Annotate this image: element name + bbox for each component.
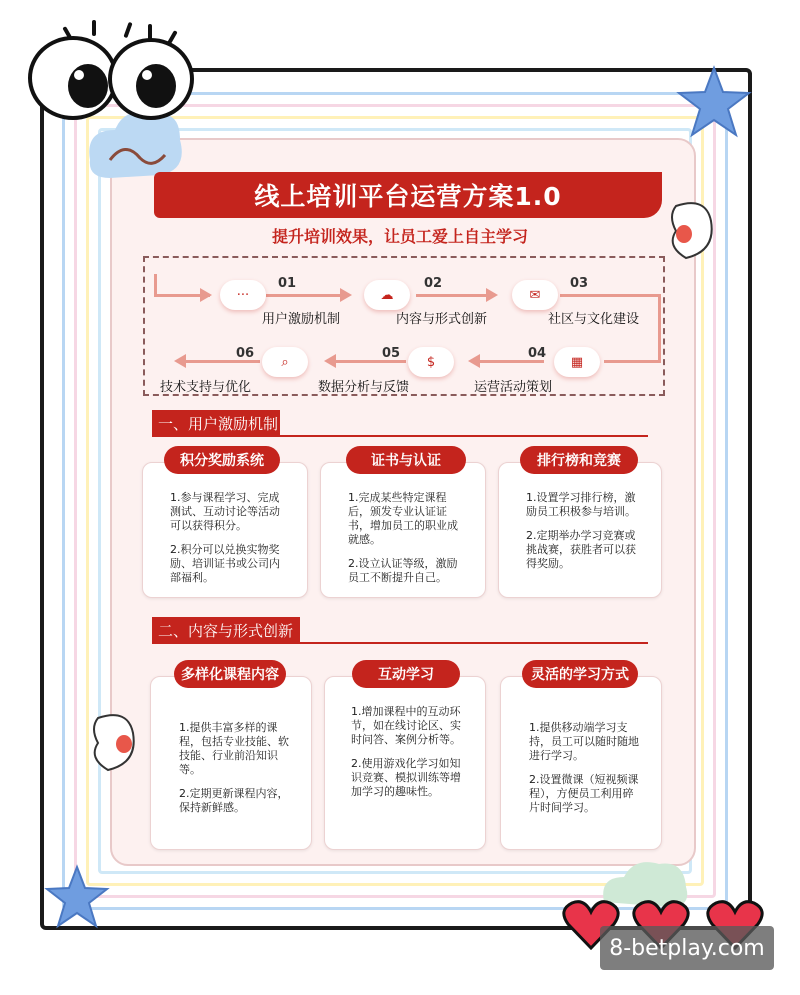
flow-step-number: 06 <box>236 346 255 361</box>
card-title-pill: 互动学习 <box>352 660 460 688</box>
arrow-right-icon <box>340 288 352 302</box>
flow-step-label: 数据分析与反馈 <box>318 380 410 395</box>
card-item: 2.定期更新课程内容，保持新鲜感。 <box>179 787 289 814</box>
flow-step-label: 内容与形式创新 <box>396 312 488 327</box>
card-item: 1.提供丰富多样的课程，包括专业技能、软技能、行业前沿知识等。 <box>179 721 289 776</box>
arrow-right-icon <box>486 288 498 302</box>
arrow-left-icon <box>468 354 480 368</box>
card-title-pill: 证书与认证 <box>346 446 466 474</box>
star-icon <box>44 864 110 930</box>
flow-step-label: 用户激励机制 <box>262 312 341 327</box>
card-title-pill: 多样化课程内容 <box>174 660 286 688</box>
card-item: 2.设立认证等级，激励员工不断提升自己。 <box>348 557 458 584</box>
arrow-left-icon <box>324 354 336 368</box>
card-item: 2.定期举办学习竞赛或挑战赛，获胜者可以获得奖励。 <box>526 529 636 570</box>
feature-card <box>500 676 662 850</box>
section-header: 二、内容与形式创新 <box>152 617 300 643</box>
card-item: 2.积分可以兑换实物奖励、培训证书或公司内部福利。 <box>170 543 280 584</box>
flow-step-label: 社区与文化建设 <box>548 312 640 327</box>
feature-card <box>142 462 308 598</box>
page-subtitle: 提升培训效果，让员工爱上自主学习 <box>271 227 528 246</box>
arrow-left-icon <box>174 354 186 368</box>
card-title-pill: 积分奖励系统 <box>164 446 280 474</box>
card-item: 2.设置微课（短视频课程），方便员工利用碎片时间学习。 <box>529 773 639 814</box>
flow-step-number: 01 <box>278 276 297 291</box>
page-title-banner <box>154 172 662 218</box>
chat-icon: ··· <box>220 280 266 310</box>
face-blob-decoration-icon <box>88 708 138 778</box>
page-title: 线上培训平台运营方案1.0 <box>254 182 562 211</box>
card-item: 1.设置学习排行榜，激励员工积极参与培训。 <box>526 491 636 518</box>
coin-icon: $ <box>408 347 454 377</box>
eyelash-icon <box>92 20 96 36</box>
feature-card <box>150 676 312 850</box>
flow-step-number: 05 <box>382 346 401 361</box>
star-icon <box>676 64 752 140</box>
section-header: 一、用户激励机制 <box>152 410 280 436</box>
card-item: 1.增加课程中的互动环节，如在线讨论区、实时问答、案例分析等。 <box>351 705 461 746</box>
feature-card <box>324 676 486 850</box>
eyelash-icon <box>123 22 132 38</box>
card-title-pill: 灵活的学习方式 <box>522 660 638 688</box>
card-item: 1.提供移动端学习支持，员工可以随时随地进行学习。 <box>529 721 639 762</box>
flow-connector <box>658 294 661 362</box>
feature-card <box>498 462 662 598</box>
right-eye-icon <box>108 38 194 120</box>
flow-connector <box>560 294 660 297</box>
card-item: 2.使用游戏化学习如知识竞赛、模拟训练等增加学习的趣味性。 <box>351 757 461 798</box>
flow-step-number: 02 <box>424 276 443 291</box>
flow-connector <box>154 274 157 296</box>
search-icon: ⌕ <box>262 347 308 377</box>
cloud-icon: ☁ <box>364 280 410 310</box>
flow-connector <box>266 294 348 297</box>
arrow-right-icon <box>200 288 212 302</box>
message-icon: ✉ <box>512 280 558 310</box>
calendar-icon: ▦ <box>554 347 600 377</box>
section-divider <box>152 435 648 437</box>
flow-step-number: 04 <box>528 346 547 361</box>
left-eye-icon <box>28 36 118 120</box>
watermark-label: 8-betplay.com <box>600 926 774 970</box>
flow-step-label: 技术支持与优化 <box>160 380 252 395</box>
flow-step-label: 运营活动策划 <box>474 380 553 395</box>
card-title-pill: 排行榜和竞赛 <box>520 446 638 474</box>
card-item: 1.参与课程学习、完成测试、互动讨论等活动可以获得积分。 <box>170 491 280 532</box>
section-divider <box>152 642 648 644</box>
flow-connector <box>604 360 661 363</box>
flow-step-number: 03 <box>570 276 589 291</box>
flow-connector <box>416 294 494 297</box>
feature-card <box>320 462 486 598</box>
card-item: 1.完成某些特定课程后，颁发专业认证证书，增加员工的职业成就感。 <box>348 491 458 546</box>
